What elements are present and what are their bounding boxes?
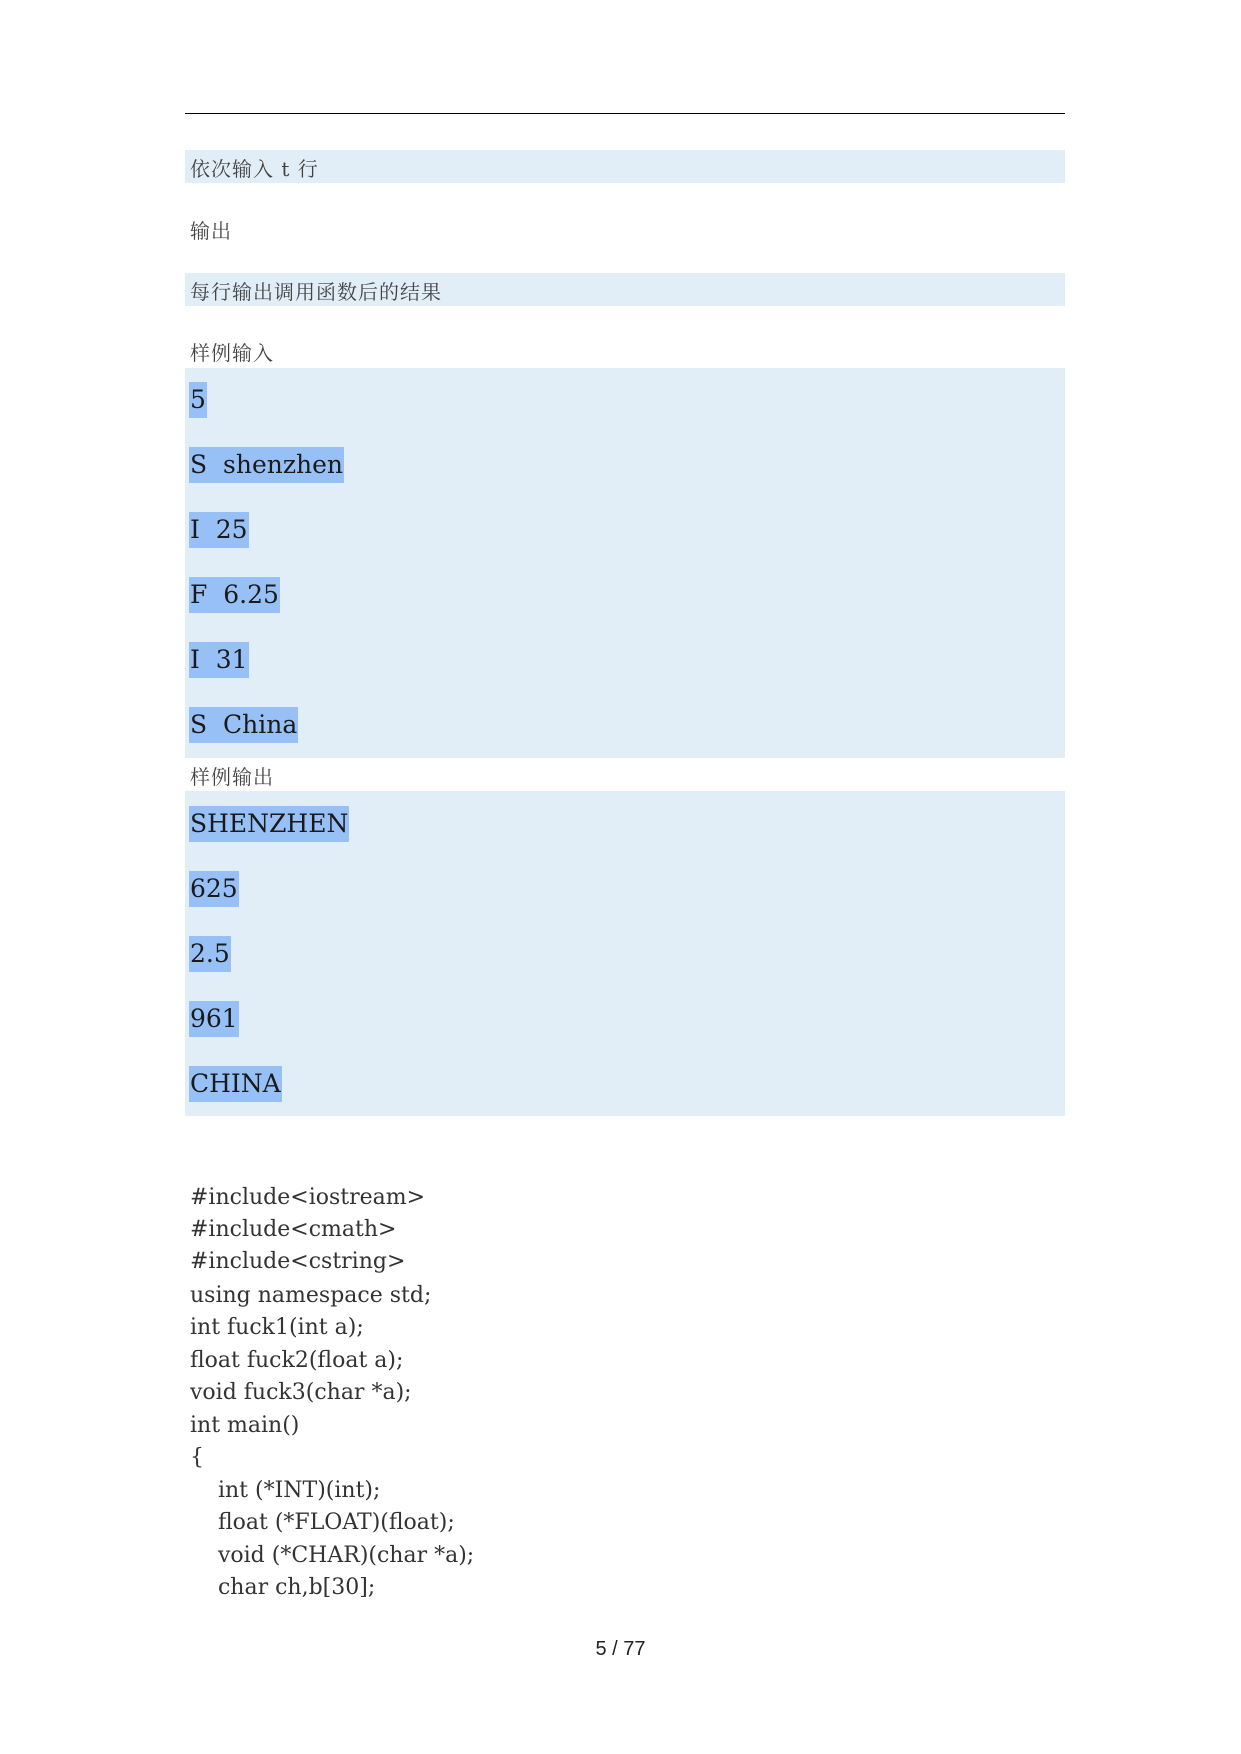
code-line: float (*FLOAT)(float); <box>190 1510 455 1535</box>
code-line: #include<iostream> <box>190 1185 426 1210</box>
sample-input-line: S China <box>189 707 298 743</box>
sample-output-label: 样例输出 <box>190 765 274 789</box>
sample-output-line: 961 <box>189 1001 239 1037</box>
code-line: using namespace std; <box>190 1283 432 1308</box>
sample-input-line: 5 <box>189 382 207 418</box>
sample-input-line: S shenzhen <box>189 447 344 483</box>
code-line: #include<cstring> <box>190 1249 406 1274</box>
sample-output-line: CHINA <box>189 1066 282 1102</box>
code-line: int fuck1(int a); <box>190 1315 364 1340</box>
sample-input-line: I 31 <box>189 642 249 678</box>
output-heading: 输出 <box>190 219 232 243</box>
sample-input-block <box>185 368 1065 758</box>
code-line: int main() <box>190 1413 300 1438</box>
sample-input-line: I 25 <box>189 512 249 548</box>
code-line: #include<cmath> <box>190 1217 397 1242</box>
sample-output-line: SHENZHEN <box>189 806 349 842</box>
sample-input-line: F 6.25 <box>189 577 280 613</box>
code-line: int (*INT)(int); <box>190 1478 381 1503</box>
header-rule <box>185 113 1065 114</box>
input-desc-text: 依次输入 t 行 <box>190 157 319 181</box>
sample-output-line: 625 <box>189 871 239 907</box>
code-line: float fuck2(float a); <box>190 1348 404 1373</box>
code-line: void (*CHAR)(char *a); <box>190 1543 475 1568</box>
output-desc-text: 每行输出调用函数后的结果 <box>190 280 442 304</box>
sample-output-line: 2.5 <box>189 936 231 972</box>
code-line: { <box>190 1445 204 1470</box>
code-line: void fuck3(char *a); <box>190 1380 412 1405</box>
sample-input-label: 样例输入 <box>190 341 274 365</box>
page-number: 5 / 77 <box>595 1638 646 1660</box>
code-line: char ch,b[30]; <box>190 1575 376 1600</box>
